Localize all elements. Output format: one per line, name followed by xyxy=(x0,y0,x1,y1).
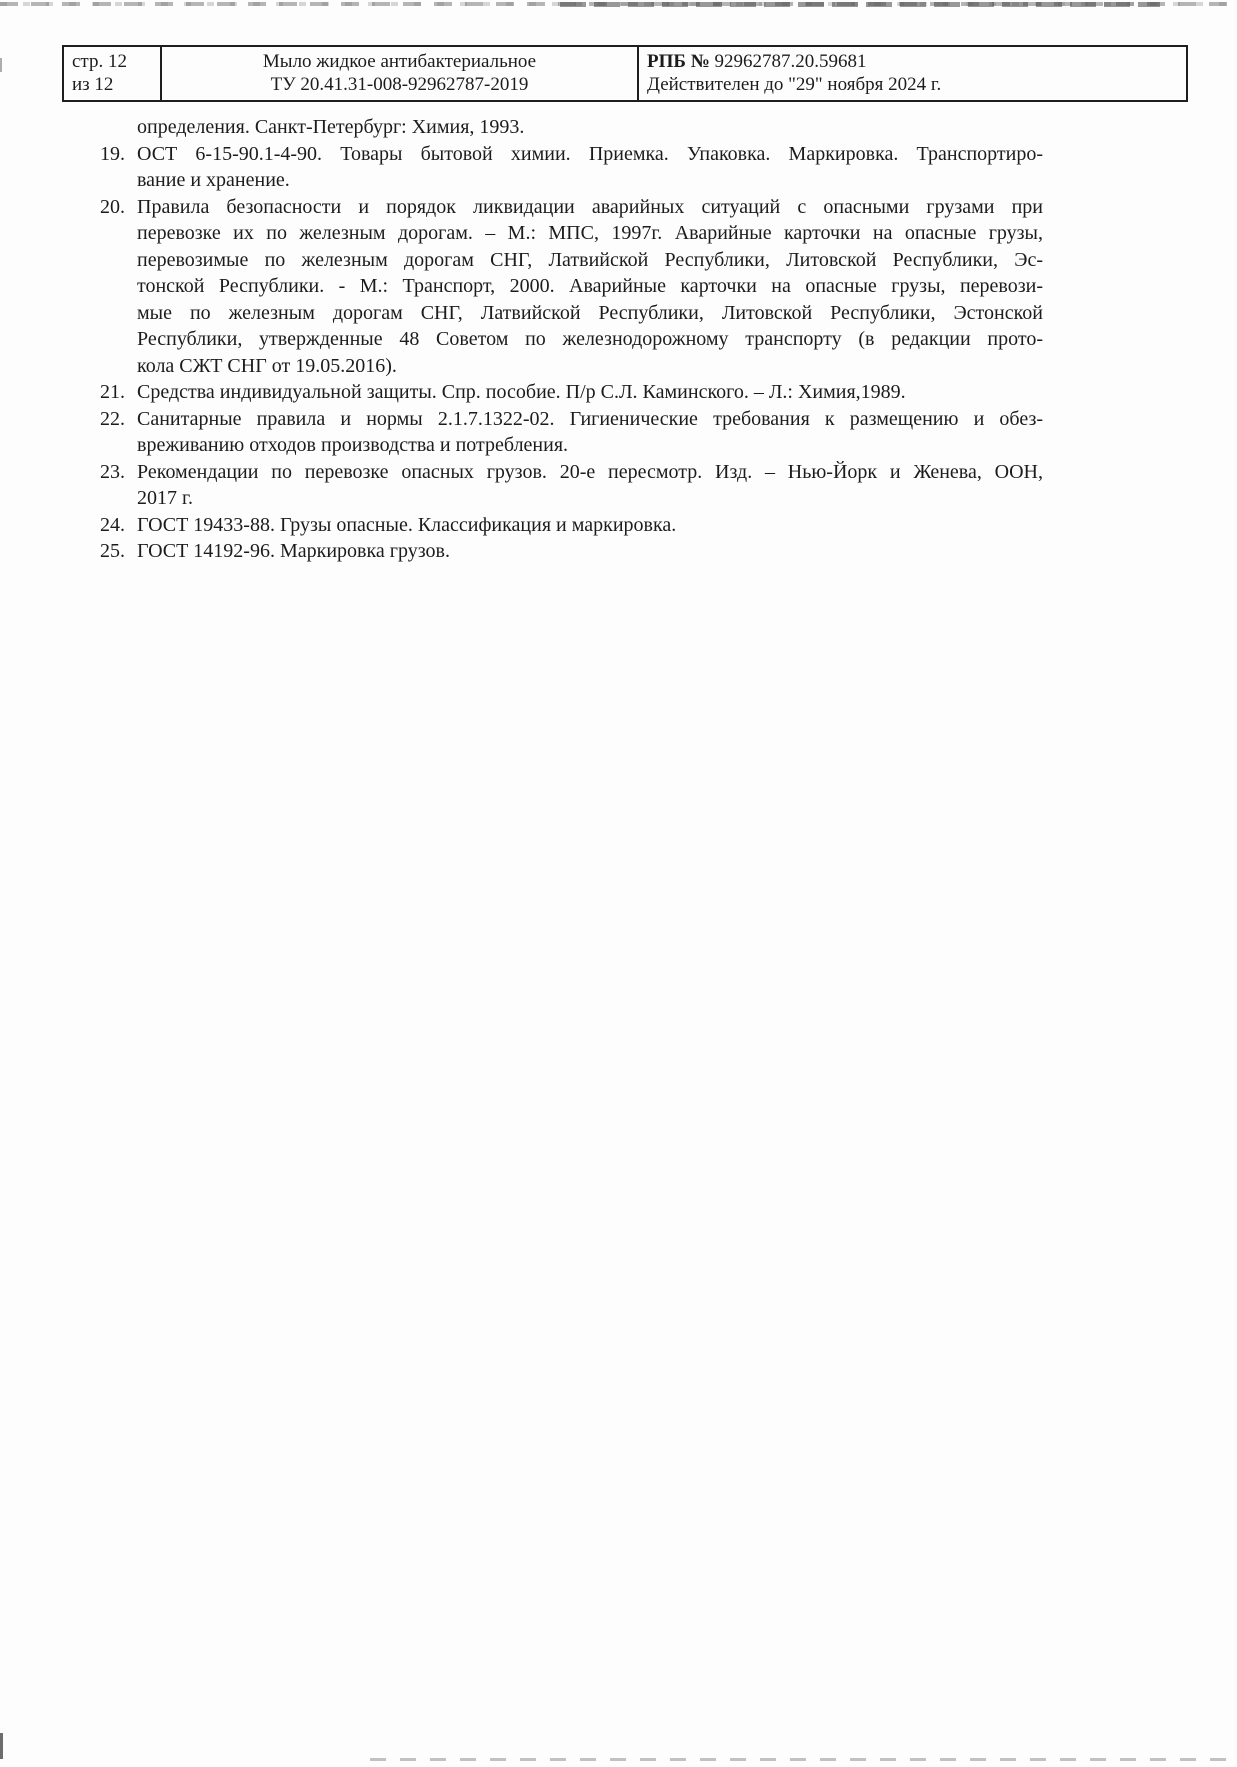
reference-item xyxy=(100,406,1043,459)
reference-item xyxy=(100,459,1043,512)
reference-line: Рекомендации по перевозке опасных грузов. 20-е пересмотр. Изд. – Нью-Йорк и Женева, ООН, xyxy=(137,460,1043,483)
reference-line: Санитарные правила и нормы 2.1.7.1322-02. Гигиенические требования к размещению и обез- xyxy=(137,407,1043,430)
scan-artifact-left xyxy=(0,58,2,72)
reference-line: вание и хранение. xyxy=(137,169,290,191)
reference-items xyxy=(100,141,1043,565)
reference-number: 22. xyxy=(100,407,125,430)
reference-line: перевозке их по железным дорогам. – М.: МПС, 1997г. Аварийные карточки на опасные грузы, xyxy=(137,222,1043,244)
rpb-cell xyxy=(639,47,1186,100)
rpb-number-line xyxy=(647,50,1178,73)
scan-artifact-bottom-left xyxy=(0,1733,3,1759)
page-number-line2: из 12 xyxy=(72,74,114,95)
rpb-number: 92962787.20.59681 xyxy=(714,51,867,72)
reference-line: Республики, утвержденные 48 Советом по железнодорожному транспорту (в редакции прото- xyxy=(137,328,1043,350)
reference-item xyxy=(100,194,1043,380)
reference-number: 25. xyxy=(100,540,125,562)
references-list xyxy=(100,114,1043,565)
reference-line: вреживанию отходов производства и потребления. xyxy=(137,434,569,456)
reference-line: перевозимые по железным дорогам СНГ, Латвийской Республики, Литовской Республики, Эс- xyxy=(137,248,1043,271)
reference-line: тонской Республики. - М.: Транспорт, 2000. Аварийные карточки на опасные грузы, перевози- xyxy=(137,275,1043,297)
reference-line: 2017 г. xyxy=(137,487,193,509)
scan-artifact-bottom xyxy=(370,1758,1237,1761)
reference-item xyxy=(100,379,1043,406)
reference-line: Правила безопасности и порядок ликвидации аварийных ситуаций с опасными грузами при xyxy=(137,195,1043,218)
reference-item xyxy=(100,538,1043,565)
reference-intro-line: определения. Санкт-Петербург: Химия, 1993. xyxy=(137,116,525,138)
product-name: Мыло жидкое антибактериальное xyxy=(262,51,537,72)
product-tu-number: ТУ 20.41.31-008-92962787-2019 xyxy=(270,74,529,95)
reference-line: ГОСТ 19433-88. Грузы опасные. Классификация и маркировка. xyxy=(137,513,677,536)
reference-item xyxy=(100,512,1043,539)
reference-line: Средства индивидуальной защиты. Спр. пособие. П/р С.Л. Каминского. – Л.: Химия,1989. xyxy=(137,381,906,403)
reference-number: 21. xyxy=(100,381,125,403)
reference-item xyxy=(100,141,1043,194)
reference-number: 24. xyxy=(100,513,125,536)
page-header-table xyxy=(62,45,1188,102)
product-title-cell xyxy=(162,47,639,100)
reference-line: ОСТ 6-15-90.1-4-90. Товары бытовой химии. Приемка. Упаковка. Маркировка. Транспортиро- xyxy=(137,142,1043,165)
reference-line: мые по железным дорогам СНГ, Латвийской Республики, Литовской Республики, Эстонской xyxy=(137,301,1043,324)
reference-number: 23. xyxy=(100,460,125,483)
reference-line: ГОСТ 14192-96. Маркировка грузов. xyxy=(137,540,450,562)
scan-artifact-top-dark xyxy=(560,2,1160,7)
rpb-label: РПБ № xyxy=(647,51,710,72)
reference-number: 19. xyxy=(100,142,125,165)
valid-until-line: Действителен до "29" ноября 2024 г. xyxy=(647,74,942,95)
page-number-cell xyxy=(64,47,162,100)
page-number-line1: стр. 12 xyxy=(72,51,127,72)
reference-number: 20. xyxy=(100,195,125,218)
reference-line: кола СЖТ СНГ от 19.05.2016). xyxy=(137,354,397,377)
